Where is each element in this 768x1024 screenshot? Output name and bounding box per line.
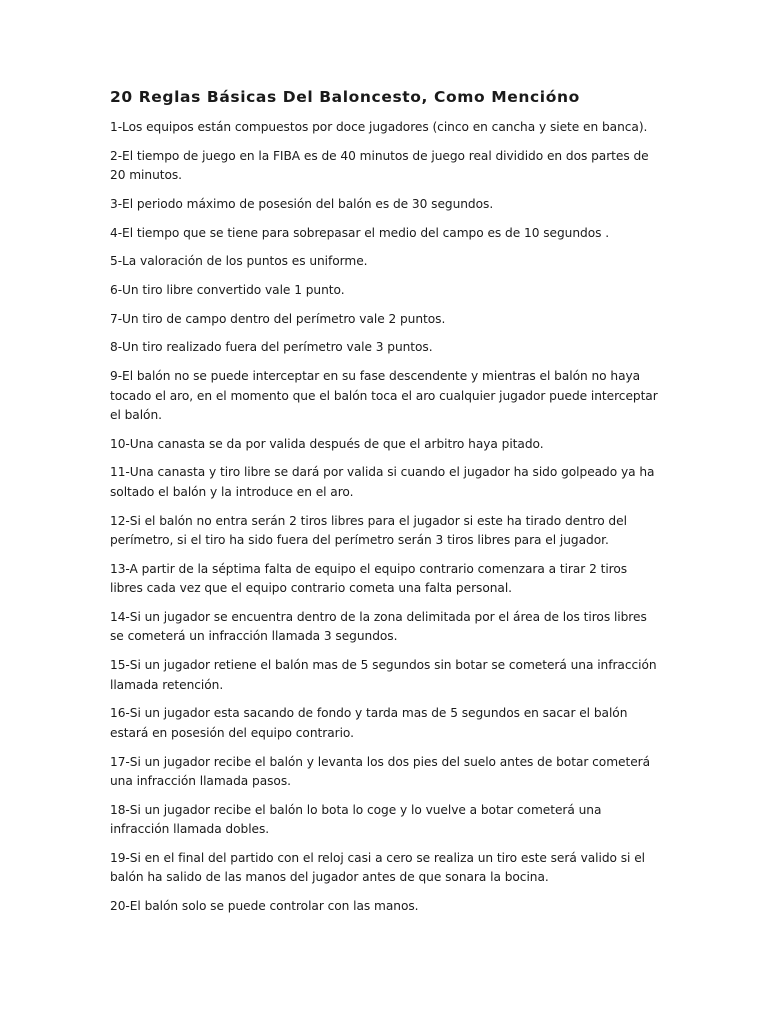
rule-item: 14-Si un jugador se encuentra dentro de la zona delimitada por el área de los tiros libres se cometerá un infracción llamada 3 segundos. bbox=[110, 609, 647, 644]
rule-item: 10-Una canasta se da por valida después de que el arbitro haya pitado. bbox=[110, 436, 544, 451]
document-title: 20 Reglas Básicas Del Baloncesto, Como Menciónо bbox=[110, 88, 580, 106]
rule-item: 12-Si el balón no entra serán 2 tiros libres para el jugador si este ha tirado dentro del perímetro, si el tiro ha sido fuera del perímetro serán 3 tiros libres para el jugador. bbox=[110, 513, 627, 548]
rule-item: 8-Un tiro realizado fuera del perímetro vale 3 puntos. bbox=[110, 340, 433, 355]
rules-list bbox=[110, 118, 662, 917]
rule-item: 5-La valoración de los puntos es uniforme. bbox=[110, 254, 368, 269]
rule-item: 11-Una canasta y tiro libre se dará por valida si cuando el jugador ha sido golpeado ya ha soltado el balón y la introduce en el aro. bbox=[110, 465, 655, 499]
rule-item: 9-El balón no se puede interceptar en su fase descendente y mientras el balón no haya tocado el aro, en el momento que el balón toca el aro cualquier jugador puede interceptar el balón. bbox=[110, 369, 658, 422]
rule-item: 1-Los equipos están compuestos por doce jugadores (cinco en cancha y siete en banca). bbox=[110, 120, 648, 134]
rule-item: 13-A partir de la séptima falta de equipo el equipo contrario comenzara a tirar 2 tiros libres cada vez que el equipo contrario cometa una falta personal. bbox=[110, 561, 628, 596]
rule-item: 3-El periodo máximo de posesión del balón es de 30 segundos. bbox=[110, 196, 494, 211]
rule-item: 4-El tiempo que se tiene para sobrepasar el medio del campo es de 10 segundos . bbox=[110, 225, 610, 240]
rule-item: 15-Si un jugador retiene el balón mas de 5 segundos sin botar se cometerá una infracción llamada retención. bbox=[110, 658, 657, 692]
rule-item: 19-Si en el final del partido con el reloj casi a cero se realiza un tiro este será valido si el balón ha salido de las manos del jugador antes de que sonara la bocina. bbox=[110, 850, 645, 885]
rule-item: 2-El tiempo de juego en la FIBA es de 40 minutos de juego real dividido en dos partes de 20 minutos. bbox=[110, 148, 649, 183]
rule-item: 18-Si un jugador recibe el balón lo bota lo coge y lo vuelve a botar cometerá una infracción llamada dobles. bbox=[110, 802, 602, 837]
document-body bbox=[110, 86, 662, 926]
rule-item: 7-Un tiro de campo dentro del perímetro vale 2 puntos. bbox=[110, 311, 446, 326]
rule-item: 20-El balón solo se puede controlar con las manos. bbox=[110, 899, 419, 914]
rule-item: 16-Si un jugador esta sacando de fondo y tarda mas de 5 segundos en sacar el balón estará en posesión del equipo contrario. bbox=[110, 706, 628, 740]
rule-item: 17-Si un jugador recibe el balón y levanta los dos pies del suelo antes de botar cometerá una infracción llamada pasos. bbox=[110, 754, 651, 788]
rule-item: 6-Un tiro libre convertido vale 1 punto. bbox=[110, 282, 345, 297]
